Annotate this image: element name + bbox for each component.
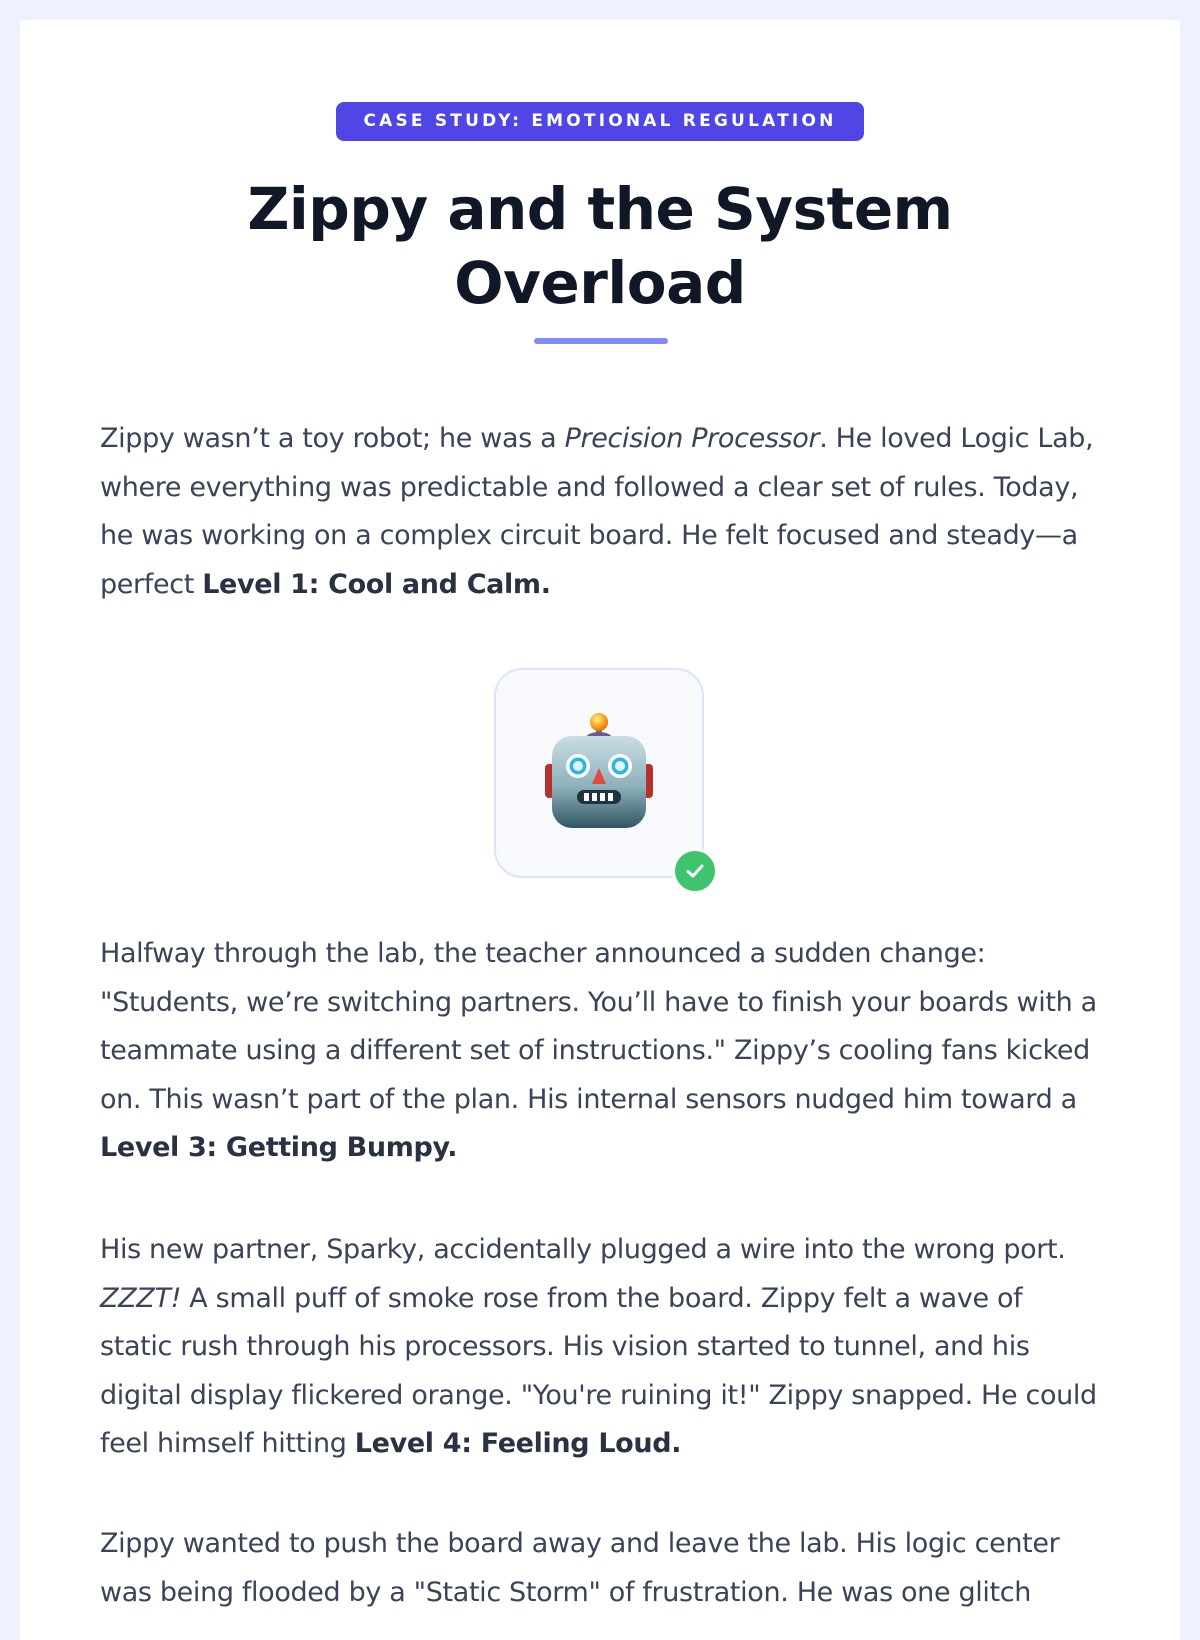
level-label: Level 4: Feeling Loud. [354, 1428, 682, 1459]
text-run: Zippy wanted to push the board away and leave the lab. His logic center was being flooded by a "Static Storm" of frustration. He was one glitch [100, 1528, 1060, 1608]
text-run: A small puff of smoke rose from the board. Zippy felt a wave of static rush through his processors. His vision started to tunnel, and his digital display flickered orange. "You're ruining it!" Zippy snapped. He could feel himself hitting [100, 1282, 1097, 1459]
story-paragraph-1 [100, 415, 1100, 609]
checkmark-icon [672, 848, 718, 894]
text-run: Zippy wasn’t a toy robot; he was a [100, 423, 565, 454]
title-line-2: Overload [454, 249, 746, 317]
emphasis-text: ZZZT! [100, 1282, 182, 1314]
text-run: His new partner, Sparky, accidentally plugged a wire into the wrong port. [100, 1234, 1066, 1265]
story-paragraph-2 [100, 930, 1100, 1173]
case-study-badge: CASE STUDY: EMOTIONAL REGULATION [336, 102, 863, 141]
level-label: Level 3: Getting Bumpy. [100, 1132, 458, 1163]
emphasis-text: Precision Processor [564, 423, 820, 454]
badge-container [20, 102, 1180, 141]
story-paragraph-3 [100, 1226, 1100, 1469]
level-label: Level 1: Cool and Calm. [202, 568, 551, 600]
title-divider [534, 338, 668, 344]
story-paragraph-4 [100, 1520, 1100, 1617]
story-title [20, 172, 1180, 320]
robot-face-icon [496, 670, 702, 876]
text-run: . He loved Logic Lab, where everything was predictable and followed a clear set of rules. Today, he was working on a complex circuit board. He felt focused and steady—a perfect [100, 423, 1094, 600]
story-card [20, 20, 1180, 1640]
text-run: Halfway through the lab, the teacher announced a sudden change: "Students, we’re switching partners. You’ll have to finish your boards with a teammate using a different set of instructions." Zippy’s cooling fans kicked on. This wasn’t part of the plan. His internal sensors nudged him toward a [100, 938, 1097, 1115]
title-line-1: Zippy and the System [247, 175, 953, 243]
robot-illustration-card [494, 668, 704, 878]
